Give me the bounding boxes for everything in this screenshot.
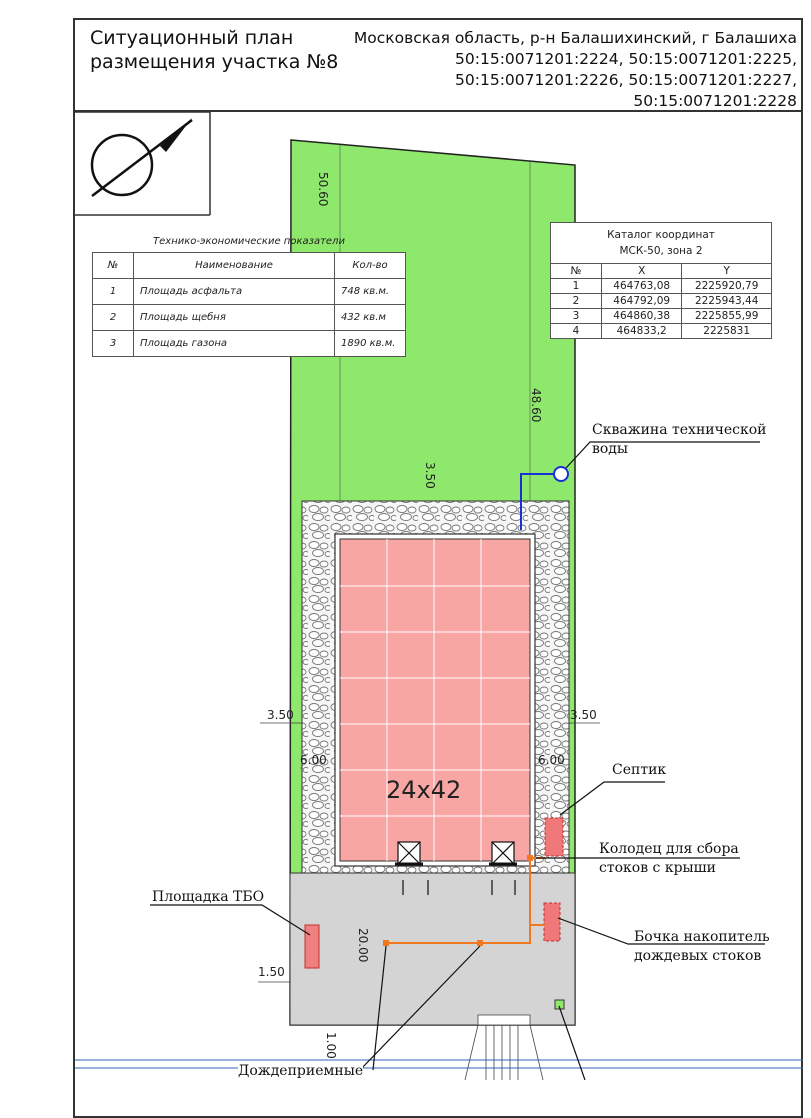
cell: 464792,09 — [602, 294, 682, 309]
label-receivers: Дождеприемные — [238, 1063, 364, 1079]
cell: 2225943,44 — [682, 294, 772, 309]
dim-right-edge: 48.60 — [529, 388, 543, 423]
cell: 4 — [551, 324, 602, 339]
table-row — [551, 279, 772, 294]
column-header: № — [551, 264, 602, 279]
table-row — [93, 279, 406, 305]
table-row — [93, 305, 406, 331]
cell: 1 — [93, 279, 134, 305]
catalog-title — [551, 223, 772, 264]
cell: Площадь газона — [134, 331, 335, 357]
table-row — [551, 309, 772, 324]
cell: 2225855,99 — [682, 309, 772, 324]
table-header-row — [551, 264, 772, 279]
rain-tank — [544, 903, 560, 941]
cell: Площадь щебня — [134, 305, 335, 331]
label-roof-well: Колодец для сбора стоков с крыши — [599, 841, 739, 876]
dim-apron: 20.00 — [356, 928, 370, 963]
cell: 2225920,79 — [682, 279, 772, 294]
north-arrow-icon — [75, 112, 210, 215]
cell: 3 — [93, 331, 134, 357]
column-header: X — [602, 264, 682, 279]
dim-left-edge: 50.60 — [316, 172, 330, 207]
label-tbo: Площадка ТБО — [152, 889, 265, 905]
tep-table — [92, 252, 406, 357]
dim-tbo-offset: 1.50 — [258, 965, 285, 979]
label-septic: Септик — [612, 762, 667, 778]
plan-title: Ситуационный план размещения участка №8 — [90, 27, 339, 73]
tbo-area — [305, 925, 319, 968]
tep-caption: Технико-экономические показатели — [153, 236, 345, 247]
table-header-row — [93, 253, 406, 279]
dim-bottom: 1.00 — [324, 1032, 338, 1059]
cell: 464860,38 — [602, 309, 682, 324]
cell: 2 — [93, 305, 134, 331]
cell: 2 — [551, 294, 602, 309]
label-tank: Бочка накопитель дождевых стоков — [634, 929, 770, 964]
cell: 1 — [551, 279, 602, 294]
catalog-title-line1: Каталог координат — [607, 229, 715, 241]
dim-right-inner: 6.00 — [538, 753, 565, 767]
cell: 748 кв.м. — [335, 279, 406, 305]
cell: 432 кв.м — [335, 305, 406, 331]
cell: 3 — [551, 309, 602, 324]
septic-tank — [545, 818, 563, 856]
cell: 1890 кв.м. — [335, 331, 406, 357]
cell: Площадь асфальта — [134, 279, 335, 305]
address-cadastral: Московская область, р-н Балашихинский, г Балашиха 50:15:0071201:2224, 50:15:0071201:2225, 50:15:0071201:2226, 50:15:0071201:2227, 50:15:0071201:2228 — [353, 29, 797, 110]
asphalt-area — [290, 873, 575, 1025]
column-header: Y — [682, 264, 772, 279]
table-row — [93, 331, 406, 357]
dim-right-gap: 3.50 — [570, 708, 597, 722]
building-24x42 — [335, 534, 535, 866]
cell: 464763,08 — [602, 279, 682, 294]
cell: 2225831 — [682, 324, 772, 339]
dim-top-gap: 3.50 — [423, 462, 437, 489]
column-header: Кол-во — [335, 253, 406, 279]
building-label: 24x42 — [386, 776, 462, 804]
coordinate-catalog-table — [550, 222, 772, 339]
label-well: Скважина технической воды — [592, 422, 767, 457]
column-header: № — [93, 253, 134, 279]
well-icon — [554, 467, 568, 481]
table-row — [551, 324, 772, 339]
column-header: Наименование — [134, 253, 335, 279]
dim-left-gap: 3.50 — [267, 708, 294, 722]
cell: 464833,2 — [602, 324, 682, 339]
catalog-title-line2: МСК-50, зона 2 — [619, 245, 703, 257]
table-row — [551, 294, 772, 309]
dim-left-inner: 6.00 — [300, 753, 327, 767]
